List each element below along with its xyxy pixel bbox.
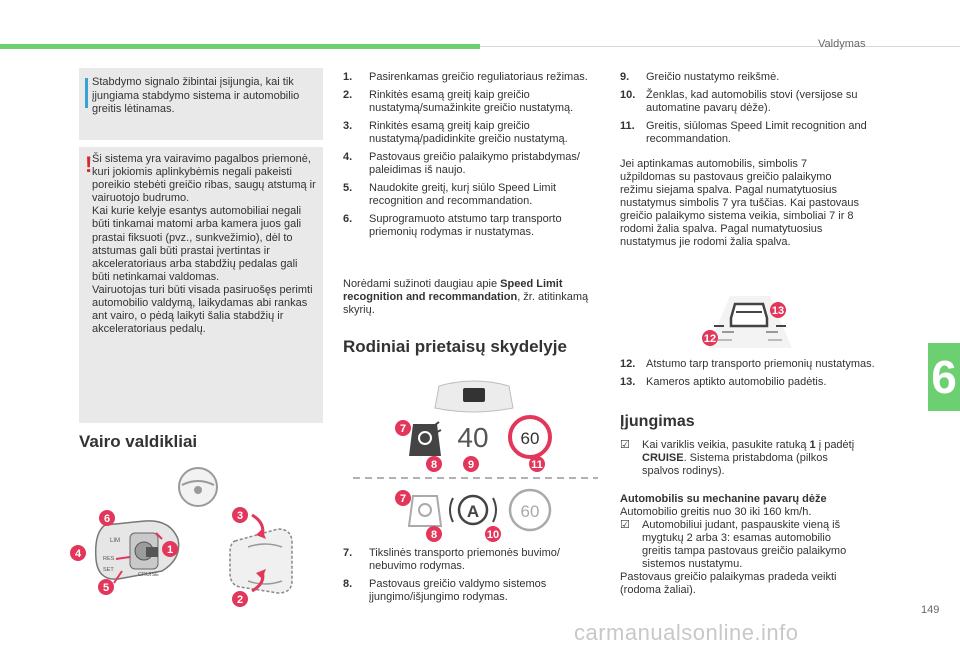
manual-speed-range: Automobilio greitis nuo 30 iki 160 km/h. [620,506,812,518]
svg-text:60: 60 [520,429,540,448]
bullet-icon: ☑ [620,519,630,531]
svg-text:8: 8 [430,459,438,471]
current-speed-value: 40 [457,422,489,453]
svg-text:3: 3 [236,510,244,522]
list-item: 8. Pastovaus greičio valdymo sistemos įjungimo/išjungimo rodymas. [343,578,547,603]
warning-note-box [79,147,323,423]
svg-text:2: 2 [236,594,244,606]
callout-badge-3 [232,507,248,523]
list-item: 9. Greičio nustatymo reikšmė. [620,71,780,83]
distance-illustration [700,292,800,352]
cluster-display-icon [435,381,513,412]
callout-badge-6 [99,510,115,526]
callout-badge-7 [395,420,411,436]
svg-text:1: 1 [166,544,174,556]
callout-badge-12 [702,330,718,346]
svg-text:4: 4 [74,548,82,560]
bullet-icon: ☑ [620,439,630,451]
manual-instruction: Automobiliui judant, paspauskite vieną iš mygtukų 2 arba 3: esamas automobilio greitis tampa pastovaus greičio palaikymo sistemos nustatymu. [642,519,847,570]
header-rule [480,46,960,47]
list-item: 1. Pasirenkamas greičio reguliatoriaus režimas. [343,71,588,83]
steering-controls-illustration [70,463,320,613]
detected-car-icon [731,304,767,326]
instrument-heading: Rodiniai prietaisų skydelyje [343,337,567,356]
svg-text:A: A [466,502,480,521]
stalk-label-res: RES [103,556,115,562]
indicator-list [343,547,605,609]
auto-hold-icon [450,496,496,524]
svg-text:7: 7 [399,493,407,505]
speed-limit-sign-icon [510,417,550,457]
header-accent-bar [0,44,480,49]
list-item: 12. Atstumo tarp transporto priemonių nustatymas. [620,358,875,370]
svg-text:9: 9 [467,459,475,471]
warning-note-text: Ši sistema yra vairavimo pagalbos priemonė, kuri jokiomis aplinkybėmis negali pakeisti poreikio stebėti greičio ribas, saugų atstumą ir vairuotojo budrumo. Kai kurie kelyje esantys automobiliai negali būti tinkamai matomi arba kamera juos gali prastai fiksuoti (pvz., sunkvežimio), dėl to atstumas gali būti prastai įvertintas ir akceleratoriaus arba stabdžių pedalas gali būti netinkamai valdomas. Vairuotojas turi būti visada pasiruošęs perimti automobilio valdymą, laikydamas abi rankas ant vairo, o pėdą laikyti šalia stabdžių ir akceleratoriaus pedalų. [92,153,316,336]
manual-result: Pastovaus greičio palaikymas pradeda veikti (rodoma žaliai). [620,571,837,596]
list-item: 3. Rinkitės esamą greitį kaip greičio nustatymą/padidinkite greičio nustatymą. [343,120,568,145]
svg-text:5: 5 [102,582,110,594]
list-item: 11. Greitis, siūlomas Speed Limit recognition and recommandation. [620,120,867,145]
stalk-label-set: SET [103,567,114,573]
suggested-speed-sign-icon [510,490,550,530]
list-item: 6. Suprogramuoto atstumo tarp transporto priemonių rodymas ir nustatymas. [343,213,562,238]
callout-badge-9 [463,456,479,472]
target-vehicle-outline-icon [409,496,441,526]
target-vehicle-icon [409,422,441,456]
value-list [620,71,878,151]
svg-text:13: 13 [771,305,785,317]
list-item: 7. Tikslinės transporto priemonės buvimo/ nebuvimo rodymas. [343,547,560,572]
list-item: 5. Naudokite greitį, kurį siūlo Speed Limit recognition and recommandation. [343,182,557,207]
manual-gearbox-title: Automobilis su mechanine pavarų dėže [620,493,827,505]
svg-text:12: 12 [703,333,717,345]
callout-badge-8b [426,526,442,542]
callout-badge-13 [770,302,786,318]
mode-list [343,71,605,244]
more-info-paragraph: Norėdami sužinoti daugiau apie Speed Limit recognition and recommandation, žr. atitinkamą skyrių. [343,278,589,316]
list-item: 4. Pastovaus greičio palaikymo pristabdymas/ paleidimas iš naujo. [343,151,580,176]
info-note-text: Stabdymo signalo žibintai įsijungia, kai tik įjungiama stabdymo sistema ir automobilio greitis lėtinamas. [92,76,300,115]
detection-paragraph: Jei aptinkamas automobilis, simbolis 7 užpildomas su pastovaus greičio palaikymo režimu siejama spalva. Pagal numatytuosius nustatymus simbolis 7 yra tuščias. Kai pastovaus greičio palaikymo sistema veikia, simboliai 7 ir 8 rodomi žalia spalva. Pagal numatytuosius nustatymus jie rodomi žalia spalva. [620,158,860,248]
list-item: 10. Ženklas, kad automobilis stovi (versijose su automatine pavarų dėže). [620,89,858,114]
stalk-label-lim: LIM [110,538,121,544]
callout-badge-4 [70,545,86,561]
svg-text:11: 11 [531,459,543,471]
svg-text:8: 8 [430,529,438,541]
chapter-tab: 6 [928,343,960,411]
svg-text:10: 10 [486,529,500,541]
svg-text:6: 6 [103,513,111,525]
stalk-label-cruise: CRUISE [138,572,159,578]
page-number: 149 [921,604,940,616]
enable-instruction: ☑ Kai variklis veikia, pasukite ratuką 1 į padėtį CRUISE. Sistema pristabdoma (pilkos spalvos rodinys). [620,439,855,477]
callout-badge-1 [162,541,178,557]
enable-heading: Įjungimas [620,413,695,430]
steering-wheel-icon [179,468,217,506]
manual-gearbox-section [620,493,860,597]
watermark: carmanualsonline.info [574,620,799,645]
callout-badge-5 [98,579,114,595]
svg-text:7: 7 [399,423,407,435]
callout-badge-11 [529,456,545,472]
callout-badge-8 [426,456,442,472]
section-title: Valdymas [818,38,866,50]
controls-heading: Vairo valdikliai [79,432,198,451]
svg-text:60: 60 [520,502,540,521]
info-icon [85,78,88,108]
list-item: 13. Kameros aptikto automobilio padėtis. [620,376,827,388]
callout-badge-7b [395,490,411,506]
warning-icon: ! [85,152,93,177]
instrument-cluster-illustration [343,372,605,544]
distance-list [620,358,878,394]
list-item: 2. Rinkitės esamą greitį kaip greičio nustatymą/sumažinkite greičio nustatymą. [343,89,574,114]
info-note-box [79,68,323,140]
callout-badge-2 [232,591,248,607]
callout-badge-10 [485,526,501,542]
